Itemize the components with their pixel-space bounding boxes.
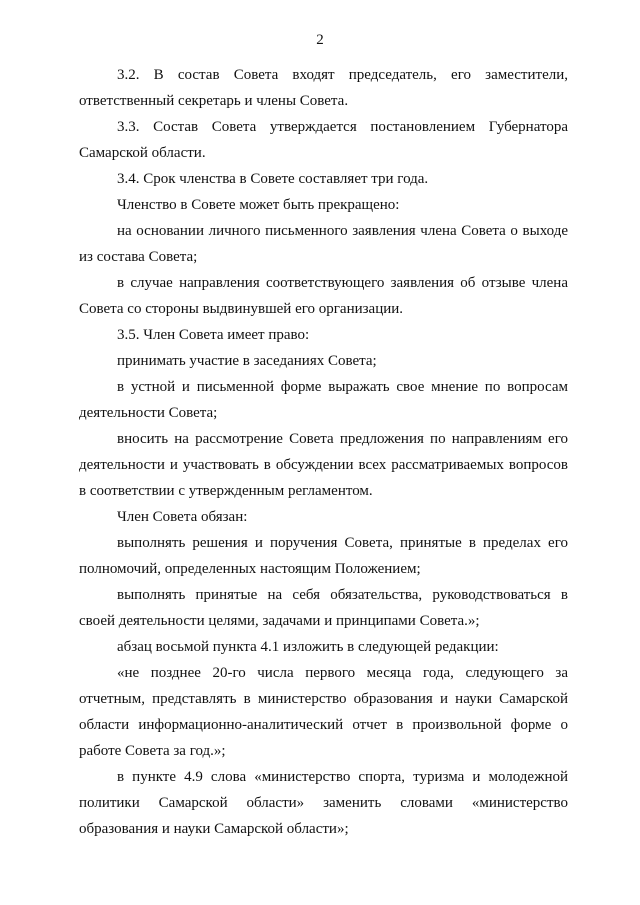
paragraph-right-opinion: в устной и письменной форме выражать свое мнение по вопросам деятельности Совета;: [79, 379, 568, 421]
paragraph-right-proposals: вносить на рассмотрение Совета предложения по направлениям его деятельности и участвовать в обсуждении всех рассматриваемых вопросов в соответствии с утвержденным регламентом.: [79, 431, 568, 499]
paragraph-termination-personal: на основании личного письменного заявления члена Совета о выходе из состава Совета;: [79, 223, 568, 265]
paragraph-amend-4-1-text: «не позднее 20-го числа первого месяца года, следующего за отчетным, представлять в министерство образования и науки Самарской области информационно-аналитический отчет в произвольной форме о работе Совета за год.»;: [79, 665, 568, 759]
paragraph-membership-termination: Членство в Совете может быть прекращено:: [117, 197, 400, 213]
paragraph-duty-decisions: выполнять решения и поручения Совета, принятые в пределах его полномочий, определенных настоящим Положением;: [79, 535, 568, 577]
paragraph-duty-obligations: выполнять принятые на себя обязательства, руководствоваться в своей деятельности целями, задачами и принципами Совета.»;: [79, 587, 568, 629]
paragraph-amend-4-9: в пункте 4.9 слова «министерство спорта, туризма и молодежной политики Самарской области» заменить словами «министерство образования и науки Самарской области»;: [79, 769, 568, 837]
paragraph-3-2: 3.2. В состав Совета входят председатель, его заместители, ответственный секретарь и члены Совета.: [79, 67, 568, 109]
page-number: 2: [316, 32, 324, 48]
paragraph-member-obliged: Член Совета обязан:: [117, 509, 248, 525]
paragraph-right-attend: принимать участие в заседаниях Совета;: [117, 353, 377, 369]
paragraph-termination-recall: в случае направления соответствующего заявления об отзыве члена Совета со стороны выдвинувшей его организации.: [79, 275, 568, 317]
document-body: [79, 62, 568, 842]
paragraph-3-5: 3.5. Член Совета имеет право:: [117, 327, 310, 343]
paragraph-3-3: 3.3. Состав Совета утверждается постановлением Губернатора Самарской области.: [79, 119, 568, 161]
paragraph-3-4: 3.4. Срок членства в Совете составляет три года.: [117, 171, 429, 187]
paragraph-amend-4-1: абзац восьмой пункта 4.1 изложить в следующей редакции:: [117, 639, 499, 655]
